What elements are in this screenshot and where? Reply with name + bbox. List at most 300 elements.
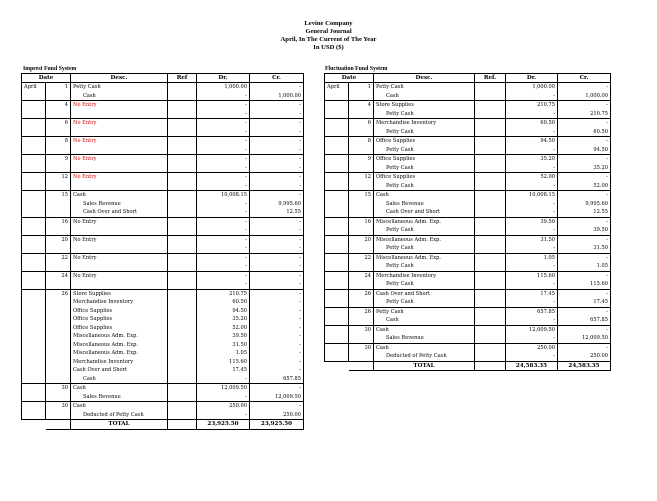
debit-cell: 10,008.15 bbox=[197, 191, 250, 200]
day-cell bbox=[46, 298, 71, 307]
imprest-col-ref: Ref bbox=[168, 74, 197, 83]
fluctuation-entry-line bbox=[325, 217, 611, 226]
description-cell: Cash Over and Short bbox=[374, 208, 475, 217]
ref-cell bbox=[475, 155, 506, 164]
month-cell bbox=[325, 208, 349, 217]
month-cell bbox=[325, 343, 349, 352]
month-cell bbox=[325, 200, 349, 209]
debit-cell: 115.60 bbox=[506, 271, 558, 280]
description-cell: No Entry bbox=[71, 155, 168, 164]
description-cell: Miscellaneous Adm. Exp. bbox=[374, 253, 475, 262]
description-cell: Store Supplies bbox=[71, 289, 168, 298]
description-cell: Office Supplies bbox=[71, 315, 168, 324]
description-cell: Office Supplies bbox=[374, 173, 475, 182]
description-cell: Office Supplies bbox=[374, 155, 475, 164]
debit-cell: 60.50 bbox=[197, 298, 250, 307]
day-cell bbox=[46, 375, 71, 384]
credit-cell: - bbox=[250, 110, 304, 119]
day-cell: 30 bbox=[349, 325, 374, 334]
day-cell bbox=[349, 352, 374, 361]
day-cell bbox=[349, 146, 374, 155]
month-cell bbox=[22, 164, 46, 173]
imprest-entry-line bbox=[22, 137, 304, 146]
description-cell: No Entry bbox=[71, 235, 168, 244]
credit-cell: 52.00 bbox=[558, 182, 611, 191]
fluctuation-journal-table bbox=[324, 73, 611, 371]
imprest-entry-line bbox=[22, 402, 304, 411]
ref-cell bbox=[475, 316, 506, 325]
debit-cell: - bbox=[506, 244, 558, 253]
debit-cell: 17.45 bbox=[197, 366, 250, 375]
day-cell: 4 bbox=[349, 101, 374, 110]
month-cell bbox=[22, 298, 46, 307]
credit-cell: - bbox=[250, 128, 304, 137]
day-cell: 26 bbox=[349, 289, 374, 298]
currency-label: In USD ($) bbox=[313, 44, 344, 51]
fluctuation-entry-line bbox=[325, 208, 611, 217]
debit-cell: - bbox=[197, 137, 250, 146]
debit-cell: - bbox=[197, 119, 250, 128]
day-cell bbox=[46, 164, 71, 173]
month-cell bbox=[22, 137, 46, 146]
credit-cell: - bbox=[250, 402, 304, 411]
month-cell bbox=[325, 191, 349, 200]
day-cell bbox=[46, 200, 71, 209]
fluctuation-entry-line bbox=[325, 101, 611, 110]
total-debit: 24,583.35 bbox=[506, 361, 558, 371]
month-cell bbox=[325, 334, 349, 343]
debit-cell: 94.50 bbox=[506, 137, 558, 146]
imprest-col-desc: Desc. bbox=[71, 74, 168, 83]
ref-cell bbox=[168, 307, 197, 316]
credit-cell: - bbox=[250, 83, 304, 92]
debit-cell: - bbox=[197, 164, 250, 173]
imprest-entry-line bbox=[22, 208, 304, 217]
month-cell bbox=[325, 182, 349, 191]
credit-cell: - bbox=[558, 83, 611, 92]
day-cell bbox=[349, 334, 374, 343]
credit-cell: - bbox=[250, 315, 304, 324]
debit-cell: - bbox=[506, 92, 558, 101]
ref-cell bbox=[168, 411, 197, 420]
description-cell: Miscellaneous Adm. Exp. bbox=[374, 217, 475, 226]
debit-cell: - bbox=[506, 226, 558, 235]
day-cell: 26 bbox=[46, 289, 71, 298]
debit-cell: 1,000.00 bbox=[506, 83, 558, 92]
credit-cell: - bbox=[250, 384, 304, 393]
credit-cell: - bbox=[250, 358, 304, 367]
description-cell: Office Supplies bbox=[71, 307, 168, 316]
credit-cell: - bbox=[558, 343, 611, 352]
day-cell: 8 bbox=[349, 137, 374, 146]
description-cell: Cash bbox=[71, 402, 168, 411]
day-cell: 6 bbox=[349, 119, 374, 128]
credit-cell: 12,009.50 bbox=[558, 334, 611, 343]
company-name: Levine Company bbox=[304, 20, 353, 27]
month-cell bbox=[325, 244, 349, 253]
debit-cell: 1.05 bbox=[506, 253, 558, 262]
credit-cell: 657.85 bbox=[558, 316, 611, 325]
credit-cell: - bbox=[250, 146, 304, 155]
description-cell: Sales Revenue bbox=[71, 393, 168, 402]
imprest-entry-line bbox=[22, 182, 304, 191]
day-cell bbox=[46, 110, 71, 119]
ref-cell bbox=[475, 307, 506, 316]
fluctuation-total-row bbox=[325, 361, 611, 371]
ref-cell bbox=[168, 315, 197, 324]
day-cell bbox=[46, 128, 71, 137]
debit-cell: - bbox=[506, 334, 558, 343]
month-cell bbox=[22, 332, 46, 341]
imprest-entry-line bbox=[22, 262, 304, 271]
day-cell bbox=[46, 341, 71, 350]
imprest-entry-line bbox=[22, 253, 304, 262]
imprest-col-dr: Dr. bbox=[197, 74, 250, 83]
day-cell: 26 bbox=[349, 307, 374, 316]
imprest-entry-line bbox=[22, 289, 304, 298]
imprest-total-row bbox=[22, 420, 304, 430]
credit-cell: - bbox=[250, 253, 304, 262]
debit-cell: - bbox=[197, 271, 250, 280]
day-cell bbox=[46, 315, 71, 324]
month-cell bbox=[22, 173, 46, 182]
month-cell bbox=[22, 244, 46, 253]
description-cell: Cash bbox=[374, 325, 475, 334]
month-cell bbox=[22, 315, 46, 324]
credit-cell: - bbox=[250, 366, 304, 375]
imprest-entry-line bbox=[22, 366, 304, 375]
imprest-entry-line bbox=[22, 101, 304, 110]
month-cell bbox=[22, 182, 46, 191]
fluctuation-entry-line bbox=[325, 316, 611, 325]
debit-cell: - bbox=[506, 110, 558, 119]
ref-cell bbox=[168, 83, 197, 92]
month-cell bbox=[22, 375, 46, 384]
imprest-entry-line bbox=[22, 393, 304, 402]
description-cell: Petty Cash bbox=[374, 262, 475, 271]
debit-cell: - bbox=[197, 253, 250, 262]
fluctuation-col-ref: Ref. bbox=[475, 74, 506, 83]
day-cell: 9 bbox=[349, 155, 374, 164]
debit-cell: - bbox=[506, 208, 558, 217]
debit-cell: 17.45 bbox=[506, 289, 558, 298]
debit-cell: - bbox=[197, 101, 250, 110]
day-cell bbox=[46, 262, 71, 271]
ref-cell bbox=[168, 226, 197, 235]
description-cell: Cash bbox=[71, 375, 168, 384]
description-cell: Petty Cash bbox=[374, 298, 475, 307]
credit-cell: - bbox=[250, 173, 304, 182]
day-cell: 16 bbox=[349, 217, 374, 226]
month-cell bbox=[325, 235, 349, 244]
imprest-entry-line bbox=[22, 119, 304, 128]
day-cell: 30 bbox=[46, 402, 71, 411]
credit-cell: - bbox=[558, 191, 611, 200]
imprest-entry-line bbox=[22, 271, 304, 280]
imprest-entry-line bbox=[22, 411, 304, 420]
month-cell bbox=[325, 155, 349, 164]
day-cell bbox=[349, 316, 374, 325]
total-label: TOTAL bbox=[71, 420, 168, 430]
day-cell: 20 bbox=[46, 235, 71, 244]
ref-cell bbox=[475, 92, 506, 101]
day-cell: 15 bbox=[46, 191, 71, 200]
ref-cell bbox=[475, 289, 506, 298]
month-cell bbox=[22, 101, 46, 110]
debit-cell: 94.50 bbox=[197, 307, 250, 316]
total-debit: 23,925.50 bbox=[197, 420, 250, 430]
ref-cell bbox=[168, 298, 197, 307]
description-cell: No Entry bbox=[71, 271, 168, 280]
total-credit: 23,925.50 bbox=[250, 420, 304, 430]
ref-cell bbox=[168, 155, 197, 164]
fluctuation-entry-line bbox=[325, 200, 611, 209]
credit-cell: 60.50 bbox=[558, 128, 611, 137]
day-cell bbox=[349, 182, 374, 191]
description-cell: Petty Cash bbox=[374, 244, 475, 253]
month-cell bbox=[22, 217, 46, 226]
day-cell: 4 bbox=[46, 101, 71, 110]
description-cell: Office Supplies bbox=[71, 324, 168, 333]
fluctuation-entry-line bbox=[325, 128, 611, 137]
ref-cell bbox=[168, 280, 197, 289]
day-cell: 22 bbox=[349, 253, 374, 262]
credit-cell: 17.45 bbox=[558, 298, 611, 307]
ref-cell bbox=[168, 375, 197, 384]
imprest-entry-line bbox=[22, 384, 304, 393]
credit-cell: - bbox=[250, 119, 304, 128]
day-cell: 1 bbox=[349, 83, 374, 92]
debit-cell: 1.05 bbox=[197, 349, 250, 358]
imprest-entry-line bbox=[22, 280, 304, 289]
month-cell bbox=[22, 92, 46, 101]
imprest-entry-line bbox=[22, 235, 304, 244]
debit-cell: - bbox=[197, 128, 250, 137]
total-spacer bbox=[349, 361, 374, 371]
fluctuation-entry-line bbox=[325, 289, 611, 298]
debit-cell: - bbox=[197, 208, 250, 217]
ref-cell bbox=[475, 235, 506, 244]
month-cell bbox=[325, 262, 349, 271]
month-cell bbox=[325, 253, 349, 262]
imprest-entry-line bbox=[22, 164, 304, 173]
day-cell: 12 bbox=[46, 173, 71, 182]
day-cell bbox=[349, 110, 374, 119]
fluctuation-col-dr: Dr. bbox=[506, 74, 558, 83]
debit-cell: - bbox=[197, 244, 250, 253]
month-cell bbox=[22, 119, 46, 128]
debit-cell: 250.00 bbox=[506, 343, 558, 352]
day-cell bbox=[349, 128, 374, 137]
day-cell: 8 bbox=[46, 137, 71, 146]
description-cell: No Entry bbox=[71, 119, 168, 128]
fluctuation-entry-line bbox=[325, 244, 611, 253]
ref-cell bbox=[168, 101, 197, 110]
ref-cell bbox=[168, 332, 197, 341]
ref-cell bbox=[168, 262, 197, 271]
debit-cell: - bbox=[197, 155, 250, 164]
fluctuation-entry-line bbox=[325, 182, 611, 191]
description-cell: Merchandise Inventory bbox=[374, 119, 475, 128]
day-cell bbox=[349, 208, 374, 217]
description-cell bbox=[71, 110, 168, 119]
debit-cell: 60.50 bbox=[506, 119, 558, 128]
ref-cell bbox=[475, 280, 506, 289]
day-cell bbox=[349, 200, 374, 209]
credit-cell: - bbox=[558, 253, 611, 262]
description-cell bbox=[71, 280, 168, 289]
month-cell bbox=[22, 191, 46, 200]
ref-cell bbox=[168, 253, 197, 262]
description-cell: Cash bbox=[374, 316, 475, 325]
description-cell: Store Supplies bbox=[374, 101, 475, 110]
ref-cell bbox=[168, 182, 197, 191]
day-cell bbox=[46, 280, 71, 289]
ref-cell bbox=[475, 101, 506, 110]
fluctuation-entry-line bbox=[325, 173, 611, 182]
credit-cell: 39.50 bbox=[558, 226, 611, 235]
day-cell bbox=[46, 349, 71, 358]
fluctuation-col-date: Date bbox=[325, 74, 374, 83]
ref-cell bbox=[475, 217, 506, 226]
credit-cell: - bbox=[250, 235, 304, 244]
description-cell: Cash bbox=[71, 92, 168, 101]
debit-cell: 210.75 bbox=[197, 289, 250, 298]
ref-cell bbox=[168, 324, 197, 333]
debit-cell: - bbox=[506, 352, 558, 361]
debit-cell: 39.50 bbox=[197, 332, 250, 341]
ref-cell bbox=[168, 271, 197, 280]
month-cell bbox=[22, 235, 46, 244]
credit-cell: - bbox=[250, 155, 304, 164]
description-cell: Sales Revenue bbox=[374, 200, 475, 209]
ref-cell bbox=[475, 164, 506, 173]
month-cell bbox=[22, 128, 46, 137]
credit-cell: 250.00 bbox=[558, 352, 611, 361]
month-cell bbox=[22, 402, 46, 411]
month-cell bbox=[22, 307, 46, 316]
credit-cell: - bbox=[558, 137, 611, 146]
ref-cell bbox=[475, 262, 506, 271]
ref-cell bbox=[475, 271, 506, 280]
ref-cell bbox=[168, 349, 197, 358]
fluctuation-entry-line bbox=[325, 325, 611, 334]
credit-cell: 9,995.60 bbox=[558, 200, 611, 209]
description-cell bbox=[71, 226, 168, 235]
credit-cell: - bbox=[250, 280, 304, 289]
description-cell: Cash bbox=[374, 343, 475, 352]
debit-cell: - bbox=[506, 200, 558, 209]
debit-cell: - bbox=[506, 128, 558, 137]
month-cell bbox=[22, 366, 46, 375]
debit-cell: - bbox=[506, 164, 558, 173]
ref-cell bbox=[168, 128, 197, 137]
month-cell bbox=[325, 280, 349, 289]
day-cell bbox=[349, 262, 374, 271]
description-cell: Merchandise Inventory bbox=[71, 358, 168, 367]
period-label: April, In The Current of The Year bbox=[280, 36, 377, 43]
ref-cell bbox=[475, 182, 506, 191]
description-cell: Miscellaneous Adm. Exp. bbox=[71, 349, 168, 358]
credit-cell: - bbox=[250, 262, 304, 271]
credit-cell: - bbox=[558, 155, 611, 164]
fluctuation-entry-line bbox=[325, 334, 611, 343]
credit-cell: - bbox=[250, 298, 304, 307]
description-cell: Sales Revenue bbox=[71, 200, 168, 209]
imprest-entry-line bbox=[22, 315, 304, 324]
day-cell bbox=[46, 92, 71, 101]
ref-cell bbox=[475, 119, 506, 128]
debit-cell: - bbox=[197, 200, 250, 209]
month-cell bbox=[325, 137, 349, 146]
month-cell bbox=[325, 119, 349, 128]
credit-cell: - bbox=[250, 332, 304, 341]
total-credit: 24,583.35 bbox=[558, 361, 611, 371]
description-cell: Sales Revenue bbox=[374, 334, 475, 343]
ref-cell bbox=[475, 208, 506, 217]
fluctuation-entry-line bbox=[325, 110, 611, 119]
day-cell bbox=[46, 146, 71, 155]
description-cell: Petty Cash bbox=[71, 83, 168, 92]
imprest-entry-line bbox=[22, 83, 304, 92]
month-cell bbox=[325, 101, 349, 110]
description-cell: Merchandise Inventory bbox=[374, 271, 475, 280]
description-cell: Deducted of Petty Cash bbox=[374, 352, 475, 361]
description-cell: Petty Cash bbox=[374, 307, 475, 316]
description-cell: Cash bbox=[71, 191, 168, 200]
ref-cell bbox=[475, 191, 506, 200]
ref-cell bbox=[168, 173, 197, 182]
imprest-col-cr: Cr. bbox=[250, 74, 304, 83]
debit-cell: - bbox=[197, 411, 250, 420]
ref-cell bbox=[475, 352, 506, 361]
month-cell bbox=[325, 289, 349, 298]
day-cell: 30 bbox=[349, 343, 374, 352]
description-cell: Petty Cash bbox=[374, 164, 475, 173]
debit-cell: - bbox=[506, 316, 558, 325]
day-cell: 24 bbox=[349, 271, 374, 280]
credit-cell: - bbox=[250, 341, 304, 350]
month-cell: April bbox=[325, 83, 349, 92]
month-cell bbox=[22, 358, 46, 367]
debit-cell: 52.00 bbox=[197, 324, 250, 333]
credit-cell: - bbox=[558, 173, 611, 182]
imprest-entry-line bbox=[22, 324, 304, 333]
month-cell bbox=[22, 393, 46, 402]
day-cell bbox=[46, 226, 71, 235]
debit-cell: 210.75 bbox=[506, 101, 558, 110]
ref-cell bbox=[475, 173, 506, 182]
fluctuation-entry-line bbox=[325, 119, 611, 128]
fluctuation-entry-line bbox=[325, 137, 611, 146]
month-cell bbox=[325, 110, 349, 119]
ref-cell bbox=[168, 358, 197, 367]
imprest-entry-line bbox=[22, 226, 304, 235]
fluctuation-entry-line bbox=[325, 235, 611, 244]
description-cell: Cash bbox=[374, 191, 475, 200]
total-spacer bbox=[22, 420, 46, 430]
credit-cell: 250.00 bbox=[250, 411, 304, 420]
fluctuation-entry-line bbox=[325, 271, 611, 280]
debit-cell: - bbox=[197, 110, 250, 119]
day-cell: 30 bbox=[46, 384, 71, 393]
month-cell bbox=[22, 411, 46, 420]
day-cell: 1 bbox=[46, 83, 71, 92]
ref-cell bbox=[475, 146, 506, 155]
credit-cell: - bbox=[250, 289, 304, 298]
description-cell: Miscellaneous Adm. Exp. bbox=[71, 332, 168, 341]
ref-cell bbox=[168, 235, 197, 244]
